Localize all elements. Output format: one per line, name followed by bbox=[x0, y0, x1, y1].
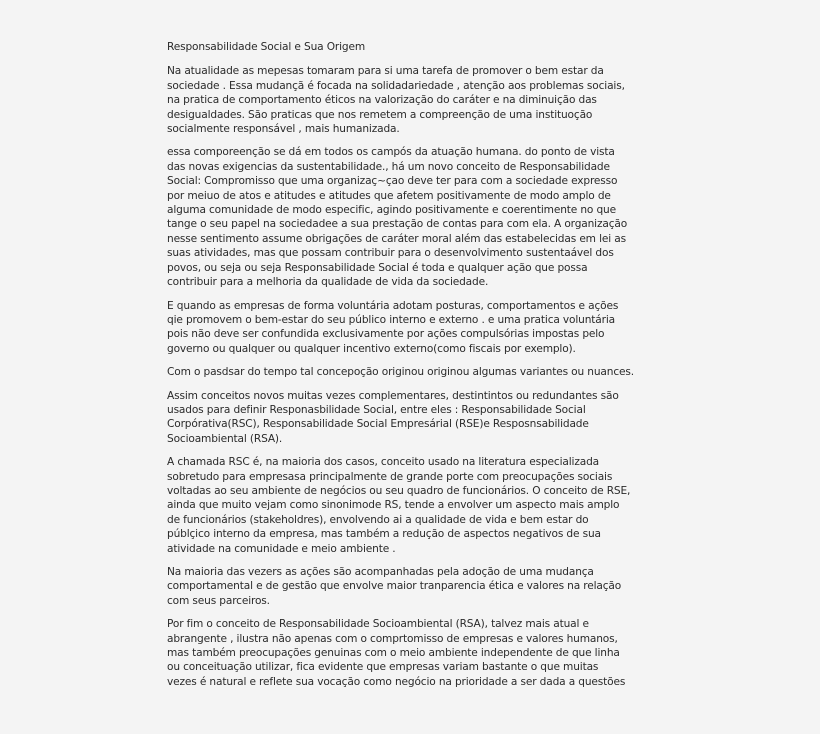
text-line: contribuir para a melhoria da qualidade de vida da sociedade. bbox=[167, 276, 489, 289]
paragraph bbox=[167, 145, 667, 289]
text-line: Na maioria das vezers as ações são acompanhadas pela adoção de uma mudança bbox=[167, 566, 594, 578]
text-line: ainda que muito vejam como sinonimode RS, tende a envolver um aspecto mais amplo bbox=[167, 499, 620, 512]
text-line: na pratica de comportamento éticos na valorização do caráter e na diminuição das bbox=[167, 94, 597, 107]
paragraph bbox=[167, 365, 667, 379]
text-line: E quando as empresas de forma voluntária adotam posturas, comportamentos e ações bbox=[167, 299, 619, 312]
text-line: alguma comunidade de modo especific, agindo positivamente e coerentimente no que bbox=[167, 204, 616, 217]
text-line: Assim conceitos novos muitas vezes complementares, destintintos ou redundantes são bbox=[167, 389, 619, 402]
text-line: governo ou qualquer ou qualquer incentivo externo(como fiscais por exemplo). bbox=[167, 342, 576, 355]
text-line: socialmente responsável , mais humanizada. bbox=[167, 123, 400, 136]
paragraph bbox=[167, 565, 667, 608]
document-page bbox=[167, 40, 667, 698]
text-line: sociedade . Essa mudançã é focada na solidadariedade , atenção aos problemas sociais, bbox=[167, 79, 625, 92]
paragraph bbox=[167, 617, 667, 689]
text-line: Com o pasdsar do tempo tal concepoção originou originou algumas variantes ou nuances. bbox=[167, 366, 634, 379]
text-line: mas também preocupações genuinas com o meio ambiente independente de que linha bbox=[167, 647, 620, 660]
paragraph bbox=[167, 299, 667, 357]
document-title: Responsabilidade Social e Sua Origem bbox=[167, 41, 365, 53]
document-body bbox=[167, 64, 667, 689]
text-line: das novas exigencias da sustentabilidade., há um novo conceito de Responsabilidade bbox=[167, 160, 610, 173]
text-line: Socioambiental (RSA). bbox=[167, 432, 283, 445]
text-line: sobretudo para empresasa principalmente de grande porte com preocupações sociais bbox=[167, 470, 613, 483]
text-line: Na atualidade as mepesas tomaram para si uma tarefa de promover o bem estar da bbox=[167, 65, 604, 78]
text-line: atividade na comunidade e meio ambiente . bbox=[167, 542, 396, 555]
text-line: essa comporeenção se dá em todos os campós da atuação humana. do ponto de vista bbox=[167, 146, 615, 159]
text-line: Corpórativa(RSC), Responsabilidade Social Empresárial (RSE)e Resposnsabilidade bbox=[167, 418, 589, 431]
text-line: ou conceituação utilizar, fica evidente que empresas variam bastante o que muitas bbox=[167, 661, 599, 674]
text-line: tange o seu papel na sociedadee a sua prestação de contas para com ela. A organização bbox=[167, 218, 628, 231]
text-line: abrangente , ilustra não apenas com o comprtomisso de empresas e valores humanos, bbox=[167, 632, 618, 645]
text-line: suas atividades, mas que possam contribuir para o desenvolvimento sustentaável dos bbox=[167, 247, 614, 260]
text-line: qie promovem o bem-estar do seu público interno e externo . e uma pratica voluntária bbox=[167, 313, 615, 326]
text-line: A chamada RSC é, na maioria dos casos, conceito usado na literatura especializada bbox=[167, 456, 599, 469]
text-line: pois não deve ser confundida exclusivamente por ações compulsórias impostas pelo bbox=[167, 328, 605, 341]
text-line: de funcionários (stakeholdres), envolvendo ai a qualidade de vida e bem estar do bbox=[167, 513, 589, 526]
text-line: por meiuo de atos e atitudes e atitudes que afetem positivamente de modo amplo de bbox=[167, 189, 611, 202]
text-line: voltadas ao seu ambiente de negócios ou seu quadro de funcionários. O conceito de RSE, bbox=[167, 484, 631, 497]
text-line: comportamental e de gestão que envolve maior tranparencia ética e valores na relação bbox=[167, 580, 622, 593]
paragraph bbox=[167, 455, 667, 556]
text-line: com seus parceiros. bbox=[167, 594, 270, 607]
text-line: públçico interno da empresa, mas também a redução de aspectos negativos de sua bbox=[167, 528, 601, 541]
paragraph bbox=[167, 64, 667, 136]
text-line: nesse sentimento assume obrigações de caráter moral além das estabelecidas em lei as bbox=[167, 232, 626, 245]
text-line: desigualdades. São praticas que nos remetem a compreenção de uma instituoção bbox=[167, 108, 593, 121]
text-line: Social: Compromisso que uma organizaç~çao deve ter para com a sociedade expresso bbox=[167, 175, 618, 188]
paragraph bbox=[167, 389, 667, 447]
text-line: vezes é natural e reflete sua vocação como negócio na prioridade a ser dada a questões bbox=[167, 675, 626, 688]
text-line: povos, ou seja ou seja Responsabilidade Social é toda e qualquer ação que possa bbox=[167, 261, 588, 274]
text-line: usados para definir Responasbilidade Social, entre eles : Responsabilidade Social bbox=[167, 403, 586, 416]
text-line: Por fim o conceito de Responsabilidade Socioambiental (RSA), talvez mais atual e bbox=[167, 618, 589, 631]
